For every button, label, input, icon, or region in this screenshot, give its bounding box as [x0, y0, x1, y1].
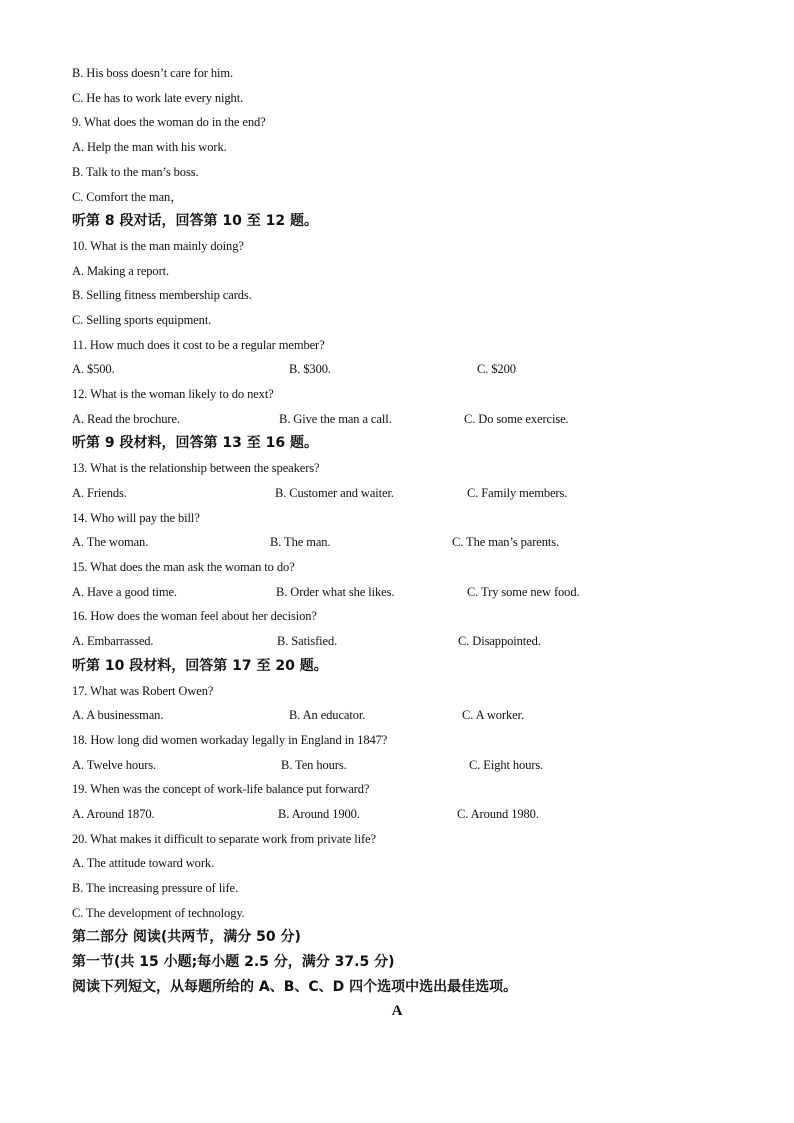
q14-options — [0, 532, 794, 552]
q8-option-b: B. His boss doesn’t care for him. — [72, 66, 234, 80]
q13-options — [0, 483, 794, 503]
q12-option-b: B. Give the man a call. — [279, 412, 392, 426]
q16-option-a: A. Embarrassed. — [72, 634, 154, 648]
q15-options — [0, 582, 794, 602]
q16-question: 16. How does the woman feel about her decision? — [72, 609, 317, 623]
q18-options — [0, 755, 794, 775]
q8-option-c: C. He has to work late every night. — [72, 91, 244, 105]
q17-option-a: A. A businessman. — [72, 708, 164, 722]
q11-question: 11. How much does it cost to be a regular member? — [72, 338, 325, 352]
q14-question: 14. Who will pay the bill? — [72, 511, 200, 525]
q18-option-b: B. Ten hours. — [281, 758, 347, 772]
q9-option-a: A. Help the man with his work. — [72, 140, 227, 154]
section8-heading: 听第 8 段对话，回答第 10 至 12 题。 — [72, 213, 318, 229]
q16-option-b: B. Satisfied. — [277, 634, 338, 648]
q17-option-c: C. A worker. — [462, 708, 524, 722]
q18-option-c: C. Eight hours. — [469, 758, 544, 772]
q13-question: 13. What is the relationship between the speakers? — [72, 461, 320, 475]
q12-question: 12. What is the woman likely to do next? — [72, 387, 274, 401]
q19-option-a: A. Around 1870. — [72, 807, 155, 821]
q20-option-c: C. The development of technology. — [72, 906, 245, 920]
q9-question: 9. What does the woman do in the end? — [72, 115, 266, 129]
reading-instructions: 阅读下列短文，从每题所给的 A、B、C、D 四个选项中选出最佳选项。 — [72, 979, 518, 995]
q20-question: 20. What makes it difficult to separate work from private life? — [72, 832, 376, 846]
q9-option-b: B. Talk to the man’s boss. — [72, 165, 199, 179]
q16-option-c: C. Disappointed. — [458, 634, 541, 648]
q10-question: 10. What is the man mainly doing? — [72, 239, 244, 253]
q14-option-c: C. The man’s parents. — [452, 535, 560, 549]
passage-label: A — [391, 1003, 403, 1019]
q11-option-a: A. $500. — [72, 362, 115, 376]
q18-question: 18. How long did women workaday legally in England in 1847? — [72, 733, 388, 747]
q12-options — [0, 409, 794, 429]
q19-options — [0, 804, 794, 824]
q19-question: 19. When was the concept of work-life balance put forward? — [72, 782, 370, 796]
q20-option-b: B. The increasing pressure of life. — [72, 881, 239, 895]
q19-option-b: B. Around 1900. — [278, 807, 360, 821]
q10-option-a: A. Making a report. — [72, 264, 170, 278]
q17-option-b: B. An educator. — [289, 708, 366, 722]
q15-option-c: C. Try some new food. — [467, 585, 580, 599]
q15-option-a: A. Have a good time. — [72, 585, 177, 599]
q11-option-c: C. $200 — [477, 362, 516, 376]
q13-option-b: B. Customer and waiter. — [275, 486, 394, 500]
q11-option-b: B. $300. — [289, 362, 331, 376]
q9-option-c: C. Comfort the man， — [72, 190, 183, 204]
q18-option-a: A. Twelve hours. — [72, 758, 157, 772]
part2-heading: 第二部分 阅读(共两节，满分 50 分) — [72, 929, 301, 945]
q14-option-a: A. The woman. — [72, 535, 149, 549]
q11-options — [0, 359, 794, 379]
q15-option-b: B. Order what she likes. — [276, 585, 395, 599]
q10-option-b: B. Selling fitness membership cards. — [72, 288, 252, 302]
q17-options — [0, 705, 794, 725]
q12-option-a: A. Read the brochure. — [72, 412, 180, 426]
section10-heading: 听第 10 段材料，回答第 17 至 20 题。 — [72, 658, 328, 674]
q10-option-c: C. Selling sports equipment. — [72, 313, 212, 327]
q13-option-c: C. Family members. — [467, 486, 568, 500]
q20-option-a: A. The attitude toward work. — [72, 856, 215, 870]
q13-option-a: A. Friends. — [72, 486, 127, 500]
q19-option-c: C. Around 1980. — [457, 807, 539, 821]
q16-options — [0, 631, 794, 651]
q17-question: 17. What was Robert Owen? — [72, 684, 214, 698]
q14-option-b: B. The man. — [270, 535, 331, 549]
q12-option-c: C. Do some exercise. — [464, 412, 569, 426]
q15-question: 15. What does the man ask the woman to do? — [72, 560, 295, 574]
section9-heading: 听第 9 段材料，回答第 13 至 16 题。 — [72, 435, 318, 451]
section1-heading: 第一节(共 15 小题;每小题 2.5 分，满分 37.5 分) — [72, 954, 395, 970]
